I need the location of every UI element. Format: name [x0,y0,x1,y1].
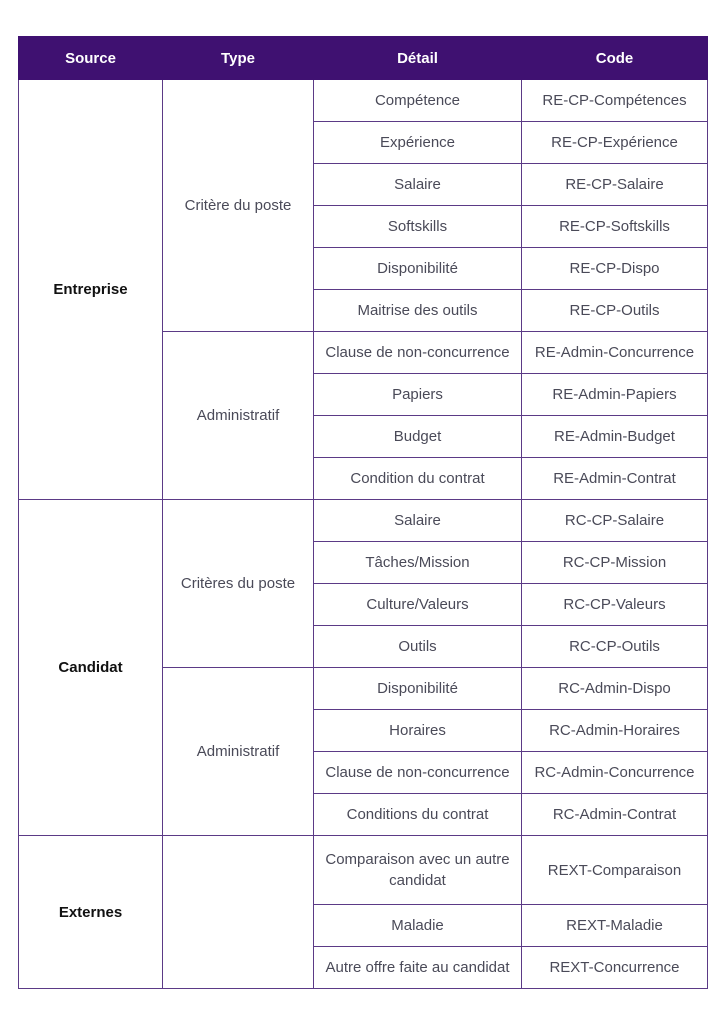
detail-cell: Salaire [314,164,522,206]
source-cell: Candidat [19,500,163,836]
detail-cell: Condition du contrat [314,458,522,500]
detail-cell: Autre offre faite au candidat [314,947,522,989]
type-cell [163,836,314,989]
code-cell: RE-Admin-Contrat [522,458,708,500]
detail-cell: Disponibilité [314,248,522,290]
table-row [19,500,708,542]
code-cell: RC-CP-Mission [522,542,708,584]
code-cell: RC-CP-Salaire [522,500,708,542]
detail-cell: Horaires [314,710,522,752]
code-cell: RE-Admin-Concurrence [522,332,708,374]
code-cell: RC-CP-Valeurs [522,584,708,626]
code-cell: RC-Admin-Horaires [522,710,708,752]
code-table [18,36,708,989]
detail-cell: Compétence [314,80,522,122]
table-body [19,80,708,989]
detail-cell: Outils [314,626,522,668]
detail-cell: Comparaison avec un autre candidat [314,836,522,905]
type-cell: Critères du poste [163,500,314,668]
code-cell: RE-CP-Expérience [522,122,708,164]
detail-cell: Conditions du contrat [314,794,522,836]
code-table-container [18,36,707,989]
detail-cell: Papiers [314,374,522,416]
detail-cell: Softskills [314,206,522,248]
detail-cell: Disponibilité [314,668,522,710]
header-type: Type [163,37,314,80]
table-row [19,80,708,122]
code-cell: RC-Admin-Concurrence [522,752,708,794]
code-cell: RC-Admin-Dispo [522,668,708,710]
code-cell: RE-Admin-Budget [522,416,708,458]
table-header [19,37,708,80]
header-row [19,37,708,80]
code-cell: RE-CP-Dispo [522,248,708,290]
header-source: Source [19,37,163,80]
code-cell: REXT-Maladie [522,905,708,947]
detail-cell: Budget [314,416,522,458]
code-cell: RE-CP-Salaire [522,164,708,206]
code-cell: REXT-Comparaison [522,836,708,905]
detail-cell: Salaire [314,500,522,542]
header-detail: Détail [314,37,522,80]
type-cell: Administratif [163,332,314,500]
type-cell: Administratif [163,668,314,836]
code-cell: RE-CP-Softskills [522,206,708,248]
table-row [19,836,708,905]
code-cell: REXT-Concurrence [522,947,708,989]
detail-cell: Culture/Valeurs [314,584,522,626]
code-cell: RC-CP-Outils [522,626,708,668]
source-cell: Externes [19,836,163,989]
code-cell: RC-Admin-Contrat [522,794,708,836]
source-cell: Entreprise [19,80,163,500]
code-cell: RE-CP-Outils [522,290,708,332]
header-code: Code [522,37,708,80]
code-cell: RE-CP-Compétences [522,80,708,122]
code-cell: RE-Admin-Papiers [522,374,708,416]
detail-cell: Clause de non-concurrence [314,332,522,374]
detail-cell: Maladie [314,905,522,947]
detail-cell: Clause de non-concurrence [314,752,522,794]
detail-cell: Expérience [314,122,522,164]
type-cell: Critère du poste [163,80,314,332]
detail-cell: Tâches/Mission [314,542,522,584]
detail-cell: Maitrise des outils [314,290,522,332]
